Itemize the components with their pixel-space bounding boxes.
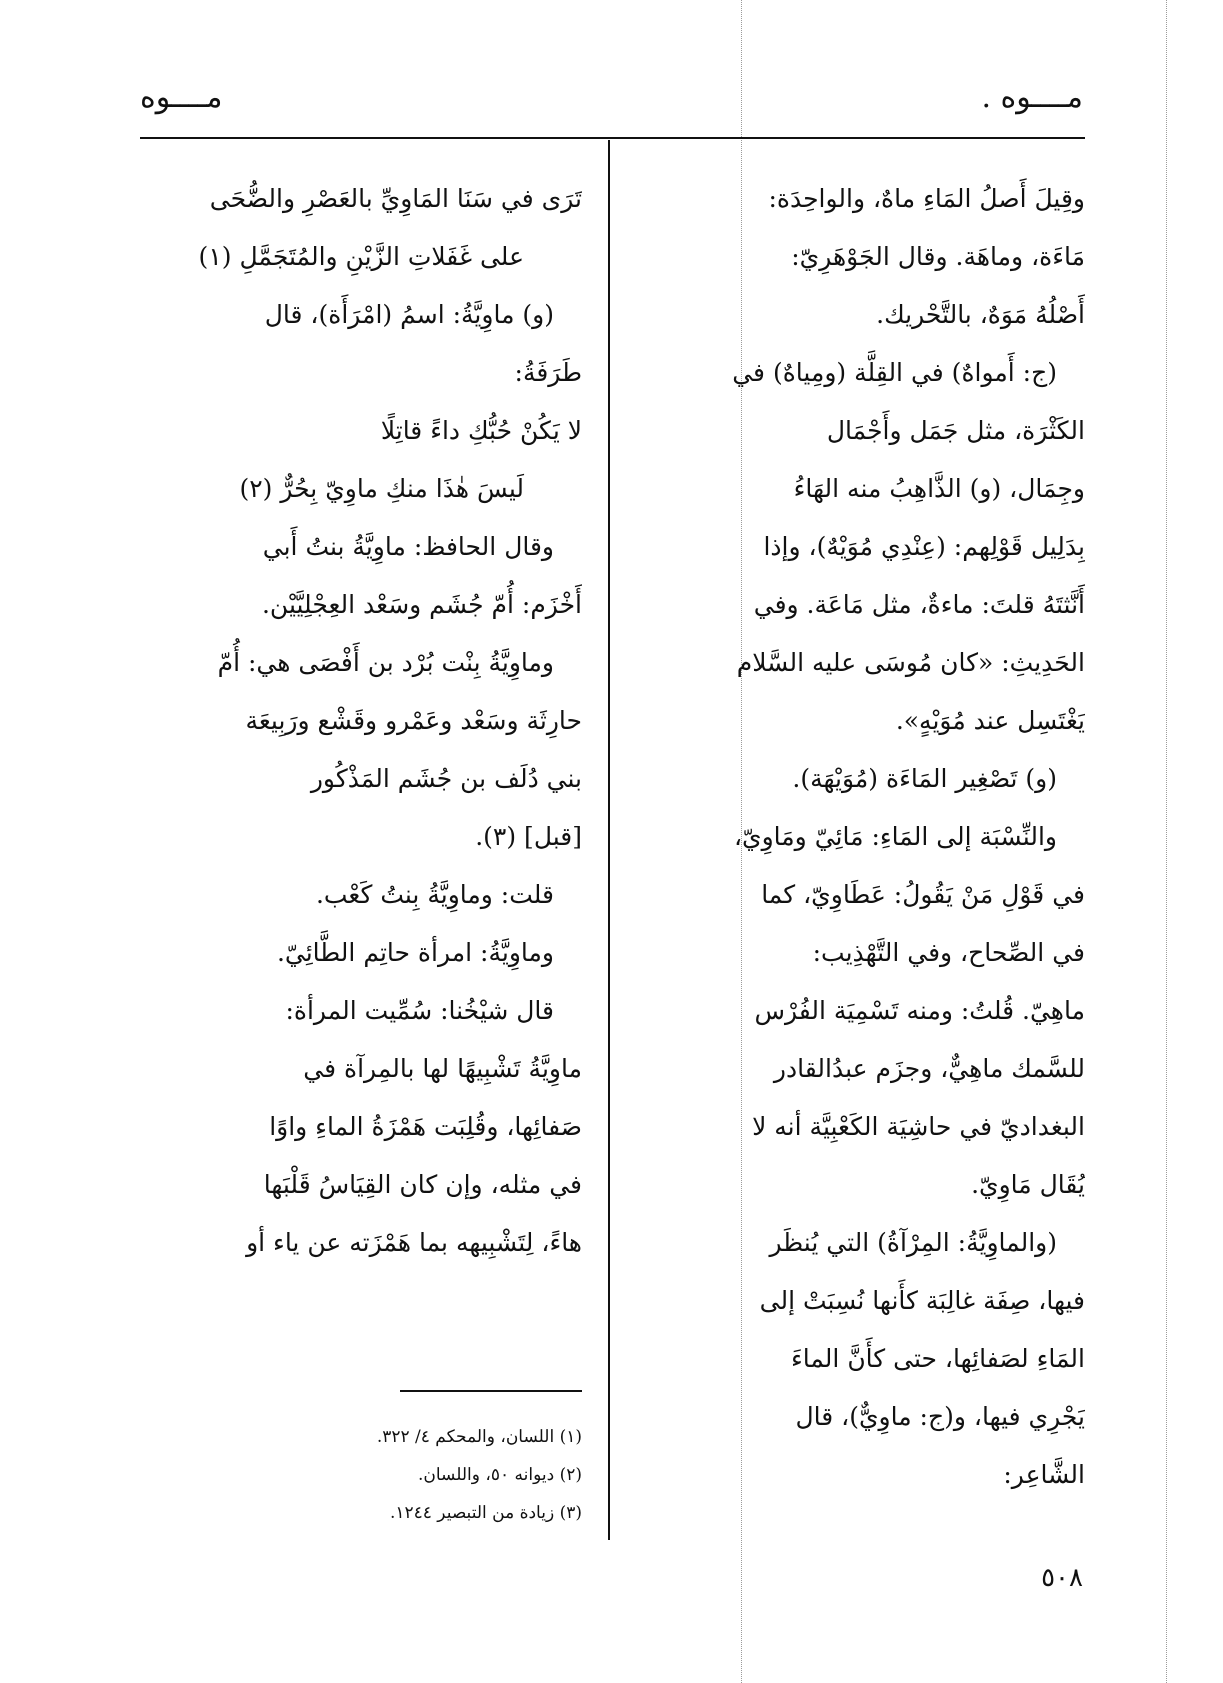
text-line: هاءً، لِتَشْبِيهه بما هَمْزَته عن ياء أو <box>246 1228 582 1257</box>
running-header-right: مــــوه . <box>981 80 1083 115</box>
text-line: وقِيلَ أَصلُ المَاءِ ماهٌ، والواحِدَة: <box>768 184 1085 213</box>
text-line: ماهِيّ. قُلتُ: ومنه تَسْمِيَة الفُرْس <box>754 996 1085 1025</box>
text-line: أَصْلُهُ مَوَهٌ، بالتَّحْريك. <box>876 300 1085 329</box>
text-line: الكَثْرَة، مثل جَمَل وأَجْمَال <box>826 416 1085 445</box>
text-line: حارِثَة وسَعْد وعَمْرو وقَشْع ورَبِيعَة <box>245 706 582 735</box>
text-line: في الصِّحاح، وفي التَّهْذِيب: <box>812 938 1085 967</box>
text-line: طَرَفَةُ: <box>514 358 582 387</box>
text-line: مَاءَة، وماهَة. وقال الجَوْهَرِيّ: <box>791 242 1085 271</box>
text-line: يُقَال مَاوِيّ. <box>971 1170 1085 1199</box>
column-divider <box>608 140 610 1540</box>
footnotes <box>140 1418 582 1532</box>
text-line: صَفائِها، وقُلِبَت هَمْزَةُ الماءِ واوًا <box>269 1112 582 1141</box>
footnote: (٢) ديوانه ٥٠، واللسان. <box>417 1465 582 1485</box>
text-line: (والماوِيَّةُ: المِرْآةُ) التي يُنظَر <box>769 1228 1057 1257</box>
text-line: أَنَّثتَهُ قلتَ: ماءةٌ، مثل مَاعَة. وفي <box>753 590 1085 619</box>
verse-line: لَيسَ هٰذَا منكِ ماوِيّ بِحُرٌّ (٢) <box>239 474 524 503</box>
text-line: وجِمَال، (و) الذَّاهِبُ منه الهَاءُ <box>793 474 1085 503</box>
text-line: في قَوْلِ مَنْ يَقُولُ: عَطَاوِيّ، كما <box>761 880 1085 909</box>
verse-line: تَرَى في سَنَا المَاوِيِّ بالعَصْرِ والضُّحَى <box>209 184 582 213</box>
text-line: قلت: وماوِيَّةُ بِنتُ كَعْب. <box>315 880 554 909</box>
footnote: (٣) زيادة من التبصير ١٢٤٤. <box>389 1503 582 1523</box>
text-line: أَخْزَم: أُمّ جُشَم وسَعْد العِجْلِيَّيْن. <box>261 590 582 619</box>
header-rule <box>140 137 1085 139</box>
text-line: يَغْتَسِل عند مُوَيْهٍ». <box>895 706 1085 735</box>
verse-line: لا يَكُنْ حُبُّكِ داءً قاتِلًا <box>380 416 582 445</box>
left-text-column <box>140 170 582 1272</box>
text-line: (و) ماوِيَّةُ: اسمُ (امْرَأَة)، قال <box>264 300 554 329</box>
text-line: وماوِيَّةُ: امرأة حاتِم الطَّائِيّ. <box>276 938 554 967</box>
text-line: بني دُلَف بن جُشَم المَذْكُور <box>310 764 582 793</box>
text-line: والنِّسْبَة إلى المَاءِ: مَائِيّ ومَاوِيّ، <box>733 822 1057 851</box>
running-header-left: مــــوه <box>140 80 223 115</box>
text-line: بِدَلِيل قَوْلِهم: (عِنْدِي مُوَيْهٌ)، وإذا <box>763 532 1085 561</box>
text-line: ماوِيَّةُ تَشْبِيهًا لها بالمِرآة في <box>303 1054 582 1083</box>
footnote-rule <box>400 1390 582 1392</box>
text-line: الشَّاعِر: <box>1003 1460 1085 1489</box>
verse-line: على غَفَلاتِ الزَّيْنِ والمُتَجَمَّلِ (١) <box>198 242 524 271</box>
text-line: (ج: أَمواهٌ) في القِلَّة (ومِياهٌ) في <box>732 358 1057 387</box>
text-line: في مثله، وإن كان القِيَاسُ قَلْبَها <box>263 1170 582 1199</box>
text-line: للسَّمك ماهِيٌّ، وجزَم عبدُالقادر <box>773 1054 1085 1083</box>
text-line: وماوِيَّةُ بِنْت بُرْد بن أَفْصَى هي: أُمّ <box>217 648 554 677</box>
text-line: فيها، صِفَة غالِبَة كأَنها نُسِبَتْ إلى <box>759 1286 1085 1315</box>
page-number: ٥٠٨ <box>1041 1563 1083 1593</box>
text-line: الحَدِيثِ: «كان مُوسَى عليه السَّلام <box>736 648 1085 677</box>
right-text-column <box>649 170 1085 1504</box>
text-line: البغداديّ في حاشِيَة الكَعْبِيَّة أنه لا <box>752 1112 1085 1141</box>
footnote: (١) اللسان، والمحكم ٤/ ٣٢٢. <box>376 1427 582 1447</box>
text-line: قال شيْخُنا: سُمِّيت المرأة: <box>285 996 554 1025</box>
text-line: المَاءِ لصَفائِها، حتى كأَنَّ الماءَ <box>790 1344 1085 1373</box>
text-line: [قبل] (٣). <box>475 822 582 851</box>
text-line: (و) تَصْغِير المَاءَة (مُوَيْهَة). <box>792 764 1057 793</box>
text-line: وقال الحافظ: ماوِيَّةُ بنتُ أَبي <box>262 532 554 561</box>
text-line: يَجْرِي فيها، و(ج: ماوِيٌّ)، قال <box>795 1402 1085 1431</box>
scan-artifact-line <box>1166 0 1167 1683</box>
